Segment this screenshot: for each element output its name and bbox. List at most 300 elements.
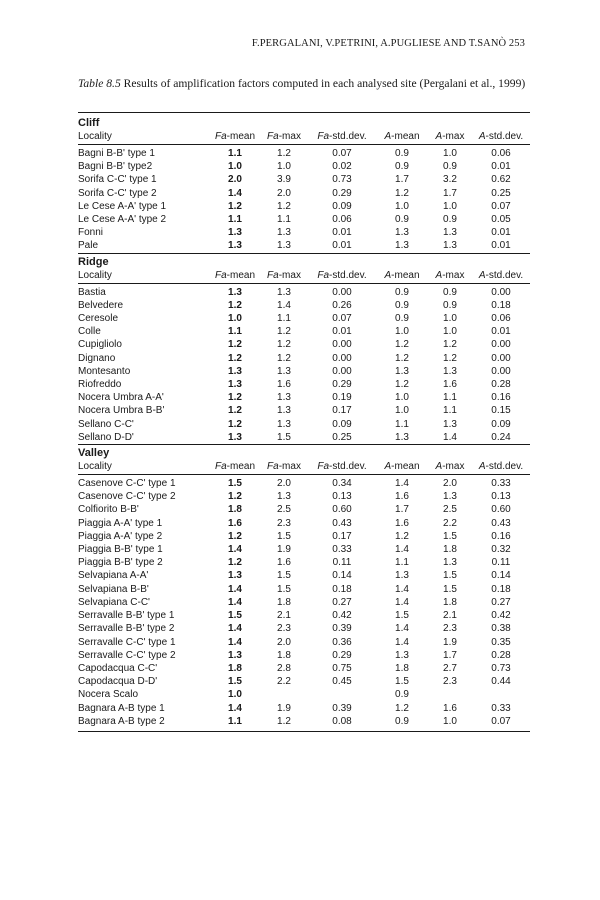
fa-max-cell: 2.8 — [277, 662, 291, 674]
a-std-dev-cell: 0.18 — [491, 583, 511, 595]
fa-std-dev-cell: 0.08 — [332, 715, 352, 727]
fa-max-cell: 2.0 — [277, 636, 291, 648]
fa-max-cell: 1.9 — [277, 544, 291, 556]
fa-mean-cell: 1.2 — [228, 557, 242, 569]
table-row — [78, 352, 530, 365]
column-header-fa-mean — [210, 130, 260, 144]
fa-mean-cell: 1.0 — [228, 313, 242, 325]
fa-max-cell: 2.0 — [277, 478, 291, 490]
column-header-a-mean — [376, 269, 428, 283]
a-mean-cell: 1.6 — [395, 491, 409, 503]
fa-std-dev-cell: 0.07 — [332, 313, 352, 325]
column-header-suffix: -max — [278, 461, 301, 473]
table-row — [78, 477, 530, 490]
fa-std-dev-cell: 0.09 — [332, 418, 352, 430]
column-header-symbol: Fa — [317, 131, 330, 142]
fa-std-dev-cell: 0.00 — [332, 352, 352, 364]
a-std-dev-cell: 0.62 — [491, 174, 511, 186]
a-max-cell: 1.3 — [443, 365, 457, 377]
fa-std-dev-cell: 0.06 — [332, 214, 352, 226]
fa-std-dev-cell: 0.45 — [332, 676, 352, 688]
fa-max-cell: 1.5 — [277, 431, 291, 443]
fa-max-cell: 1.2 — [277, 326, 291, 338]
column-header-fa-mean — [210, 269, 260, 283]
fa-max-cell: 1.3 — [277, 418, 291, 430]
column-header-symbol: Fa — [214, 269, 227, 281]
fa-std-dev-cell: 0.29 — [332, 379, 352, 391]
a-std-dev-cell: 0.28 — [491, 379, 511, 391]
fa-max-cell: 2.5 — [277, 504, 291, 516]
a-max-cell: 1.1 — [443, 392, 457, 404]
locality-cell: Sellano D-D' — [78, 431, 134, 443]
locality-cell: Le Cese A-A' type 2 — [78, 214, 167, 226]
a-max-cell: 1.4 — [443, 431, 457, 443]
a-std-dev-cell: 0.16 — [491, 392, 511, 404]
column-header-fa-std-dev — [308, 269, 376, 283]
locality-cell: Bagni B-B' type 1 — [78, 148, 155, 159]
a-max-cell: 2.2 — [443, 517, 457, 529]
column-header-suffix: -std.dev. — [329, 269, 367, 281]
a-mean-cell: 1.3 — [395, 431, 409, 443]
column-header-suffix: -mean — [226, 269, 256, 281]
table-row — [78, 596, 530, 609]
a-std-dev-cell: 0.60 — [491, 504, 511, 516]
fa-mean-cell: 1.3 — [228, 570, 242, 582]
fa-mean-cell: 1.2 — [228, 352, 242, 364]
a-std-dev-cell: 0.01 — [491, 326, 511, 338]
table-row — [78, 226, 530, 239]
fa-std-dev-cell: 0.43 — [332, 517, 352, 529]
fa-std-dev-cell: 0.26 — [332, 299, 352, 311]
a-max-cell: 0.9 — [443, 286, 457, 298]
a-max-cell: 1.3 — [443, 557, 457, 569]
column-header-symbol: Fa — [267, 269, 279, 281]
table-body — [78, 116, 530, 728]
table-row — [78, 299, 530, 312]
fa-std-dev-cell: 0.17 — [332, 405, 352, 417]
fa-std-dev-cell: 0.73 — [332, 174, 352, 186]
table-row — [78, 391, 530, 404]
a-max-cell: 1.5 — [443, 583, 457, 595]
a-mean-cell: 1.2 — [395, 352, 409, 364]
table-row — [78, 688, 530, 701]
table-row — [78, 286, 530, 299]
fa-mean-cell: 1.2 — [228, 339, 242, 351]
column-header-row — [78, 130, 530, 145]
fa-max-cell: 2.2 — [277, 676, 291, 688]
caption-text: Results of amplification factors computed in each analysed site (Pergalani et al., 1999) — [120, 77, 526, 90]
column-header-suffix: -mean — [391, 461, 420, 473]
a-max-cell: 1.1 — [443, 405, 457, 417]
a-mean-cell: 1.0 — [395, 200, 409, 212]
locality-cell: Serravalle B-B' type 2 — [78, 623, 175, 635]
a-max-cell: 1.3 — [443, 418, 457, 430]
a-std-dev-cell: 0.35 — [491, 636, 511, 648]
a-max-cell: 2.5 — [443, 504, 457, 516]
fa-mean-cell: 1.2 — [228, 200, 242, 212]
fa-std-dev-cell: 0.09 — [332, 200, 352, 212]
fa-mean-cell: 1.4 — [228, 623, 242, 635]
table-row — [78, 556, 530, 569]
fa-mean-cell: 1.4 — [228, 544, 242, 556]
a-mean-cell: 1.4 — [395, 636, 409, 648]
column-header-symbol: Fa — [317, 269, 330, 281]
a-mean-cell: 0.9 — [395, 286, 409, 298]
fa-max-cell: 1.2 — [277, 200, 291, 212]
section-title-cliff: Cliff — [78, 117, 100, 129]
locality-cell: Serravalle B-B' type 1 — [78, 610, 175, 622]
a-max-cell: 1.7 — [443, 187, 457, 199]
column-header-a-mean — [376, 130, 428, 144]
column-header-a-std-dev — [472, 460, 530, 474]
column-header-a-std-dev — [472, 269, 530, 283]
fa-std-dev-cell: 0.25 — [332, 431, 352, 443]
table-row — [78, 569, 530, 582]
section-title-valley: Valley — [78, 444, 530, 460]
table-caption — [78, 76, 528, 91]
table-row — [78, 147, 530, 160]
a-std-dev-cell: 0.06 — [491, 148, 511, 159]
a-std-dev-cell: 0.18 — [491, 299, 511, 311]
column-header-suffix: -mean — [391, 131, 420, 142]
fa-max-cell: 1.5 — [277, 570, 291, 582]
table-row — [78, 649, 530, 662]
column-header-symbol: A — [478, 461, 486, 473]
locality-cell: Montesanto — [78, 365, 131, 377]
fa-std-dev-cell: 0.01 — [332, 227, 352, 239]
a-mean-cell: 1.0 — [395, 405, 409, 417]
a-mean-cell: 1.3 — [395, 227, 409, 239]
locality-cell: Casenove C-C' type 2 — [78, 491, 176, 503]
a-max-cell: 3.2 — [443, 174, 457, 186]
fa-std-dev-cell: 0.27 — [332, 596, 352, 608]
a-max-cell: 1.2 — [443, 352, 457, 364]
table-row — [78, 503, 530, 516]
fa-max-cell: 1.3 — [277, 227, 291, 239]
table-row — [78, 662, 530, 675]
a-max-cell: 1.0 — [443, 313, 457, 325]
fa-max-cell: 1.2 — [277, 352, 291, 364]
a-max-cell: 1.9 — [443, 636, 457, 648]
fa-mean-cell: 1.2 — [228, 299, 242, 311]
locality-cell: Fonni — [78, 227, 104, 239]
fa-mean-cell: 1.3 — [228, 286, 242, 298]
table-row — [78, 530, 530, 543]
a-mean-cell: 1.3 — [395, 570, 409, 582]
column-header-symbol: A — [478, 131, 486, 142]
fa-max-cell: 1.3 — [277, 392, 291, 404]
locality-cell: Sorifa C-C' type 2 — [78, 187, 157, 199]
fa-max-cell: 1.8 — [277, 649, 291, 661]
a-max-cell: 1.5 — [443, 570, 457, 582]
a-mean-cell: 1.7 — [395, 174, 409, 186]
fa-std-dev-cell: 0.33 — [332, 544, 352, 556]
fa-mean-cell: 1.5 — [228, 610, 242, 622]
locality-cell: Serravalle C-C' type 1 — [78, 636, 176, 648]
table-row — [78, 239, 530, 252]
a-mean-cell: 1.2 — [395, 530, 409, 542]
fa-mean-cell: 1.3 — [228, 379, 242, 391]
locality-cell: Ceresole — [78, 313, 119, 325]
column-header-suffix: -mean — [226, 461, 256, 473]
column-header-symbol: A — [384, 461, 392, 473]
section-title-ridge: Ridge — [78, 253, 530, 269]
table-row — [78, 517, 530, 530]
locality-cell: Bagnara A-B type 2 — [78, 715, 165, 727]
a-mean-cell: 1.2 — [395, 379, 409, 391]
a-std-dev-cell: 0.00 — [491, 286, 511, 298]
fa-mean-cell: 1.3 — [228, 365, 242, 377]
a-mean-cell: 1.0 — [395, 326, 409, 338]
fa-mean-cell: 1.2 — [228, 405, 242, 417]
table-bottom-rule — [78, 731, 530, 732]
a-mean-cell: 1.5 — [395, 676, 409, 688]
table-row — [78, 312, 530, 325]
fa-std-dev-cell: 0.29 — [332, 649, 352, 661]
fa-std-dev-cell: 0.60 — [332, 504, 352, 516]
fa-max-cell: 1.4 — [277, 299, 291, 311]
fa-mean-cell: 1.1 — [228, 715, 242, 727]
a-std-dev-cell: 0.11 — [491, 557, 511, 569]
fa-max-cell: 2.1 — [277, 610, 291, 622]
locality-cell: Nocera Umbra B-B' — [78, 405, 165, 417]
fa-mean-cell: 1.3 — [228, 431, 242, 443]
table-row — [78, 583, 530, 596]
column-header-suffix: -mean — [391, 269, 420, 281]
a-mean-cell: 0.9 — [395, 161, 409, 173]
fa-max-cell: 2.0 — [277, 187, 291, 199]
column-header-suffix: -std.dev. — [485, 269, 524, 281]
fa-max-cell: 1.2 — [277, 148, 291, 159]
locality-cell: Selvapiana C-C' — [78, 596, 150, 608]
column-header-suffix: -max — [442, 269, 465, 281]
fa-mean-cell: 1.8 — [228, 662, 242, 674]
a-mean-cell: 1.3 — [395, 365, 409, 377]
fa-max-cell: 1.6 — [277, 557, 291, 569]
locality-cell: Casenove C-C' type 1 — [78, 478, 176, 490]
table-row — [78, 543, 530, 556]
a-max-cell: 1.5 — [443, 530, 457, 542]
column-header-a-mean — [376, 460, 428, 474]
column-header-fa-max — [260, 269, 308, 283]
column-header-fa-max — [260, 130, 308, 144]
a-max-cell: 0.9 — [443, 214, 457, 226]
fa-mean-cell: 1.4 — [228, 636, 242, 648]
a-mean-cell: 1.4 — [395, 544, 409, 556]
locality-cell: Piaggia A-A' type 1 — [78, 517, 163, 529]
table-row — [78, 200, 530, 213]
amplification-table — [78, 112, 530, 732]
a-max-cell: 1.6 — [443, 702, 457, 714]
a-max-cell: 1.3 — [443, 240, 457, 252]
fa-max-cell: 1.5 — [277, 583, 291, 595]
locality-cell: Capodacqua C-C' — [78, 662, 158, 674]
fa-max-cell: 1.1 — [277, 313, 291, 325]
column-header-a-std-dev — [472, 130, 530, 144]
fa-max-cell: 1.2 — [277, 715, 291, 727]
column-header-suffix: -std.dev. — [485, 461, 524, 473]
a-std-dev-cell: 0.01 — [491, 161, 511, 173]
a-max-cell: 0.9 — [443, 161, 457, 173]
fa-max-cell: 1.0 — [277, 161, 291, 173]
fa-mean-cell: 1.4 — [228, 702, 242, 714]
a-mean-cell: 1.8 — [395, 662, 409, 674]
column-header-symbol: Fa — [214, 461, 227, 473]
fa-max-cell: 1.3 — [277, 365, 291, 377]
locality-cell: Cupigliolo — [78, 339, 122, 351]
a-std-dev-cell: 0.13 — [491, 491, 511, 503]
table-label: Table 8.5 — [78, 77, 121, 90]
a-max-cell: 2.0 — [443, 478, 457, 490]
fa-std-dev-cell: 0.07 — [332, 148, 352, 159]
fa-std-dev-cell: 0.75 — [332, 662, 352, 674]
column-header-suffix: -std.dev. — [329, 461, 367, 473]
a-mean-cell: 1.3 — [395, 649, 409, 661]
a-max-cell: 2.3 — [443, 623, 457, 635]
a-std-dev-cell: 0.00 — [491, 339, 511, 351]
a-max-cell: 1.3 — [443, 227, 457, 239]
a-mean-cell: 0.9 — [395, 299, 409, 311]
locality-cell: Serravalle C-C' type 2 — [78, 649, 176, 661]
locality-cell: Piaggia A-A' type 2 — [78, 530, 163, 542]
a-mean-cell: 1.4 — [395, 583, 409, 595]
a-std-dev-cell: 0.14 — [491, 570, 511, 582]
a-mean-cell: 1.7 — [395, 504, 409, 516]
table-row — [78, 404, 530, 417]
a-std-dev-cell: 0.01 — [491, 227, 511, 239]
locality-cell: Belvedere — [78, 299, 124, 311]
column-header-suffix: -mean — [226, 131, 256, 142]
a-mean-cell: 1.1 — [395, 418, 409, 430]
fa-max-cell: 1.5 — [277, 530, 291, 542]
table-row — [78, 213, 530, 226]
fa-mean-cell: 1.5 — [228, 676, 242, 688]
a-mean-cell: 1.0 — [395, 392, 409, 404]
column-header-symbol: Fa — [267, 461, 279, 473]
fa-mean-cell: 1.2 — [228, 392, 242, 404]
a-mean-cell: 0.9 — [395, 148, 409, 159]
a-std-dev-cell: 0.16 — [491, 530, 511, 542]
column-header-symbol: A — [435, 131, 443, 142]
fa-mean-cell: 2.0 — [228, 174, 242, 186]
column-header-suffix: -max — [278, 269, 301, 281]
locality-cell: Pale — [78, 240, 99, 252]
table-row — [78, 431, 530, 444]
a-max-cell: 1.6 — [443, 379, 457, 391]
a-mean-cell: 1.4 — [395, 623, 409, 635]
fa-std-dev-cell: 0.01 — [332, 326, 352, 338]
column-header-row — [78, 269, 530, 284]
table-row — [78, 187, 530, 200]
table-row — [78, 325, 530, 338]
column-header-fa-mean — [210, 460, 260, 474]
a-max-cell — [428, 688, 472, 701]
a-std-dev-cell: 0.33 — [491, 478, 511, 490]
column-header-suffix: -std.dev. — [329, 131, 367, 142]
fa-std-dev-cell: 0.00 — [332, 339, 352, 351]
a-max-cell: 2.3 — [443, 676, 457, 688]
column-header-symbol: A — [384, 131, 392, 142]
column-header-fa-std-dev — [308, 460, 376, 474]
table-row — [78, 378, 530, 391]
fa-std-dev-cell: 0.36 — [332, 636, 352, 648]
a-max-cell: 2.1 — [443, 610, 457, 622]
fa-std-dev-cell: 0.18 — [332, 583, 352, 595]
a-std-dev-cell: 0.28 — [491, 649, 511, 661]
a-max-cell: 2.7 — [443, 662, 457, 674]
fa-mean-cell: 1.1 — [228, 326, 242, 338]
a-std-dev-cell: 0.42 — [491, 610, 511, 622]
fa-std-dev-cell: 0.01 — [332, 240, 352, 252]
a-std-dev-cell: 0.06 — [491, 313, 511, 325]
fa-mean-cell: 1.4 — [228, 583, 242, 595]
fa-max-cell: 2.3 — [277, 517, 291, 529]
a-mean-cell: 1.6 — [395, 517, 409, 529]
a-std-dev-cell: 0.15 — [491, 405, 511, 417]
fa-mean-cell: 1.3 — [228, 227, 242, 239]
fa-mean-cell: 1.1 — [228, 214, 242, 226]
locality-cell: Selvapiana A-A' — [78, 570, 149, 582]
fa-std-dev-cell: 0.00 — [332, 365, 352, 377]
table-row — [78, 675, 530, 688]
fa-max-cell: 1.3 — [277, 405, 291, 417]
locality-cell: Piaggia B-B' type 2 — [78, 557, 163, 569]
locality-cell: Nocera Scalo — [78, 689, 139, 701]
column-header-symbol: A — [435, 461, 443, 473]
fa-max-cell: 1.3 — [277, 286, 291, 298]
column-header-suffix: -std.dev. — [485, 131, 524, 142]
fa-mean-cell: 1.3 — [228, 240, 242, 252]
a-max-cell: 1.8 — [443, 596, 457, 608]
a-mean-cell: 1.2 — [395, 187, 409, 199]
a-std-dev-cell: 0.07 — [491, 200, 511, 212]
a-mean-cell: 1.1 — [395, 557, 409, 569]
fa-std-dev-cell: 0.19 — [332, 392, 352, 404]
column-header-symbol: Fa — [214, 131, 227, 142]
locality-cell: Sellano C-C' — [78, 418, 134, 430]
a-std-dev-cell: 0.00 — [491, 352, 511, 364]
a-std-dev-cell: 0.33 — [491, 702, 511, 714]
table-row — [78, 715, 530, 728]
fa-std-dev-cell — [308, 688, 376, 701]
fa-std-dev-cell: 0.02 — [332, 161, 352, 173]
column-header-symbol: A — [384, 269, 392, 281]
a-mean-cell: 1.2 — [395, 339, 409, 351]
table-row — [78, 636, 530, 649]
fa-std-dev-cell: 0.39 — [332, 702, 352, 714]
column-header-fa-std-dev — [308, 130, 376, 144]
a-mean-cell: 1.4 — [395, 478, 409, 490]
fa-max-cell: 1.8 — [277, 596, 291, 608]
column-header-symbol: Fa — [267, 131, 279, 142]
column-header-a-max — [428, 130, 472, 144]
fa-mean-cell: 1.4 — [228, 596, 242, 608]
fa-mean-cell: 1.1 — [228, 148, 242, 159]
column-header-suffix: -max — [442, 131, 465, 142]
fa-max-cell: 1.3 — [277, 240, 291, 252]
fa-mean-cell: 1.0 — [228, 689, 242, 701]
fa-std-dev-cell: 0.13 — [332, 491, 352, 503]
a-std-dev-cell: 0.73 — [491, 662, 511, 674]
a-max-cell: 1.0 — [443, 715, 457, 727]
locality-cell: Colle — [78, 326, 101, 338]
a-mean-cell: 0.9 — [395, 214, 409, 226]
column-header-a-max — [428, 269, 472, 283]
fa-std-dev-cell: 0.11 — [332, 557, 352, 569]
locality-cell: Capodacqua D-D' — [78, 676, 158, 688]
table-row — [78, 365, 530, 378]
fa-mean-cell: 1.8 — [228, 504, 242, 516]
